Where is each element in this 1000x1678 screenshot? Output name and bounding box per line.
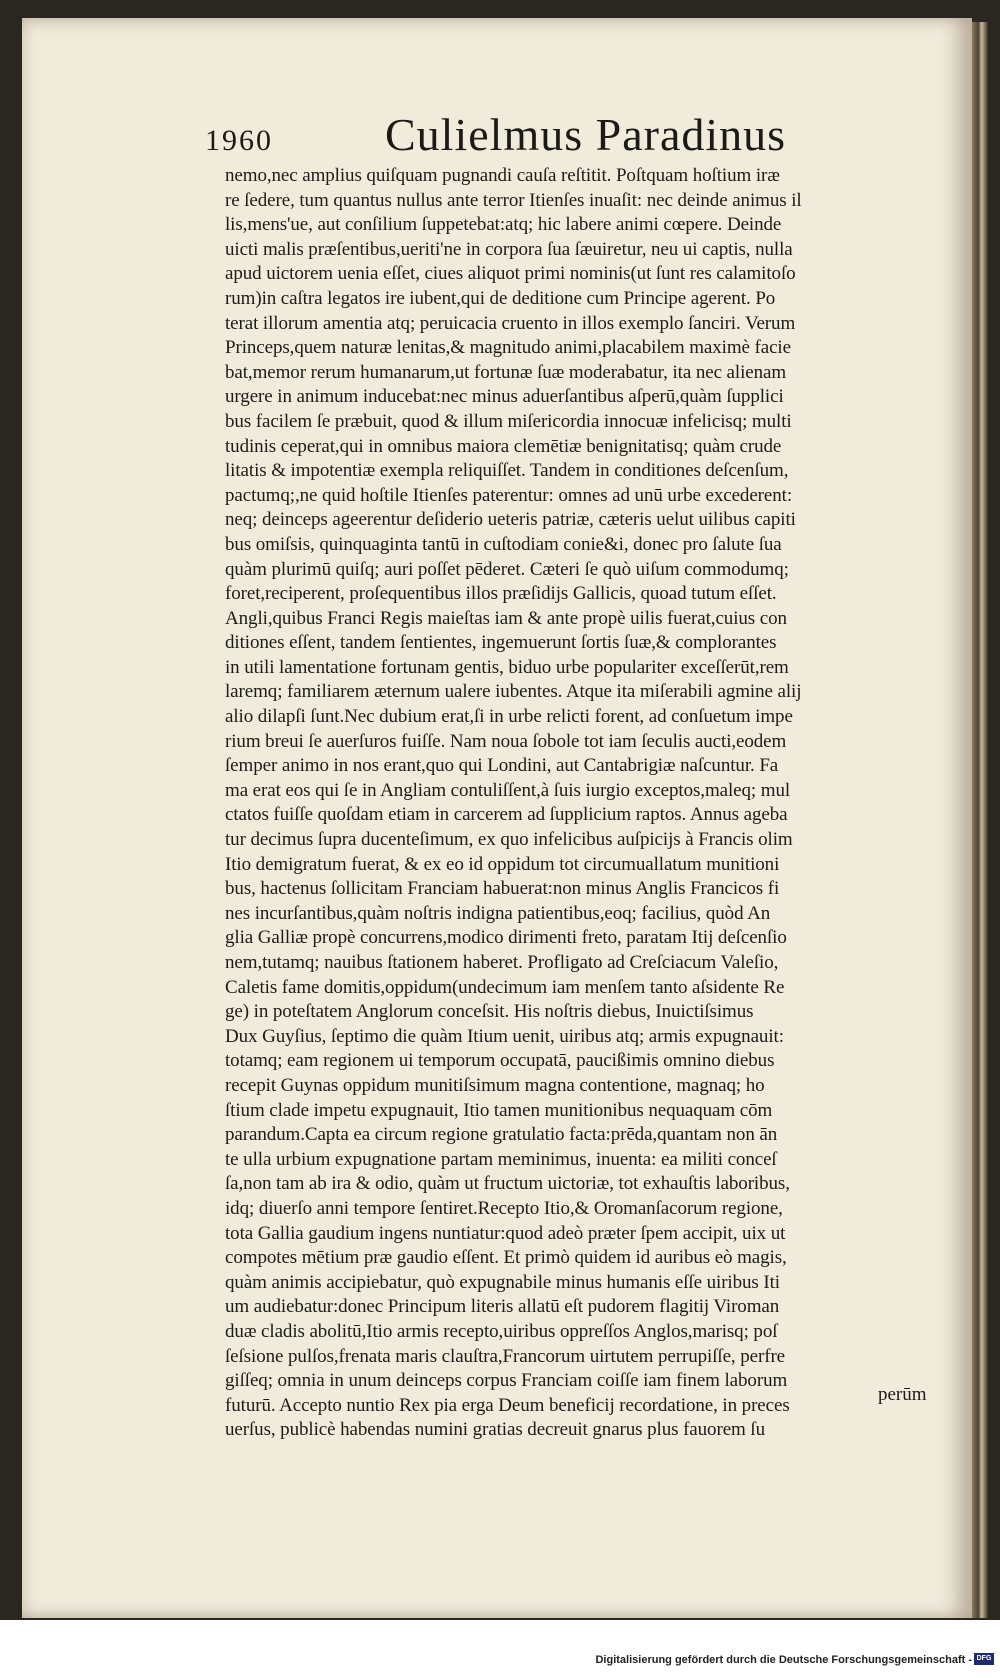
text-line: Princeps,quem naturæ lenitas,& magnitudo animi,placabilem maximè facie xyxy=(225,337,791,359)
text-line: ſa,non tam ab ira & odio, quàm ut fructum uictoriæ, tot exhauſtis laboribus, xyxy=(225,1173,790,1195)
body-text xyxy=(225,164,970,1443)
text-line: laremq; familiarem æternum ualere iubentes. Atque ita miſerabili agmine alij xyxy=(225,681,802,703)
text-line: alio dilapſi ſunt.Nec dubium erat,ſi in urbe relicti forent, ad conſuetum impe xyxy=(225,706,793,728)
footer-band xyxy=(0,1620,1000,1678)
text-line: Angli,quibus Franci Regis maieſtas iam & ante propè uilis fuerat,cuius con xyxy=(225,607,787,629)
text-line: neq; deinceps ageerentur deſiderio ueteris patriæ, cæteris uelut uilibus capiti xyxy=(225,509,796,531)
text-line: terat illorum amentia atq; peruicacia cruento in illos exemplo ſanciri. Verum xyxy=(225,312,796,334)
text-line: nes incurſantibus,quàm noſtris indigna patientibus,eoq; facilius, quòd An xyxy=(225,902,771,924)
text-line: parandum.Capta ea circum regione gratulatio facta:prēda,quantam non ān xyxy=(225,1124,778,1146)
text-line: bus omiſsis, quinquaginta tantū in cuſtodiam conie&i, donec pro ſalute ſua xyxy=(225,533,782,555)
text-line: recepit Guynas oppidum munitiſsimum magna contentione, magnaq; ho xyxy=(225,1074,765,1096)
text-line: rium breui ſe auerſuros fuiſſe. Nam noua ſobole tot iam ſeculis aucti,eodem xyxy=(225,730,787,752)
running-title: Culielmus Paradinus xyxy=(385,109,787,160)
text-line: Itio demigratum fuerat, & ex eo id oppidum tot circumuallatum munitioni xyxy=(225,853,780,875)
text-line: tudinis ceperat,qui in omnibus maiora clemētiæ benignitatisq; quàm crude xyxy=(225,435,782,457)
catchword: perūm xyxy=(878,1384,927,1405)
text-line: foret,reciperent, proſequentibus illos præſidijs Gallicis, quoad tutum eſſet. xyxy=(225,583,777,605)
text-line: ma erat eos qui ſe in Angliam contuliſſent,à ſuis iurgio exceptos,maleq; mul xyxy=(225,779,791,801)
text-line: ditiones eſſent, tandem ſentientes, ingemuerunt ſortis ſuæ,& complorantes xyxy=(225,632,777,654)
text-line: pactumq;,ne quid hoſtile Itienſes paterentur: omnes ad unū urbe excederent: xyxy=(225,484,792,506)
text-line: uerſus, publicè habendas numini gratias decreuit gnarus plus fauorem ſu xyxy=(225,1419,765,1441)
text-line: idq; diuerſo anni tempore ſentiret.Recepto Itio,& Oromanſacorum regione, xyxy=(225,1197,783,1219)
text-line: Dux Guyſius, ſeptimo die quàm Itium uenit, uiribus atq; armis expugnauit: xyxy=(225,1025,784,1047)
text-line: in utili lamentatione fortunam gentis, biduo urbe populariter exceſſerūt,rem xyxy=(225,656,789,678)
page-number: 1960 xyxy=(205,124,273,157)
page-fore-edge xyxy=(972,22,988,1618)
text-line: re ſedere, tum quantus nullus ante terror Itienſes inuaſit: nec deinde animus il xyxy=(225,189,802,211)
text-line: litatis & impotentiæ exempla reliquiſſet. Tandem in conditiones deſcenſum, xyxy=(225,460,789,482)
text-line: tur decimus ſupra ducenteſimum, ex quo infelicibus auſpicijs à Francis olim xyxy=(225,829,793,851)
text-line: quàm plurimū quiſq; auri poſſet pēderet. Cæteri ſe quò uiſum commodumq; xyxy=(225,558,789,580)
text-line: quàm animis accipiebatur, quò expugnabile minus humanis eſſe uiribus Iti xyxy=(225,1271,780,1293)
text-line: glia Galliæ propè concurrens,modico dirimenti freto, paratam Itij deſcenſio xyxy=(225,927,787,949)
funding-note: Digitalisierung gefördert durch die Deutsche Forschungsgemeinschaft - xyxy=(595,1654,972,1666)
text-line: bus facilem ſe præbuit, quod & illum miſericordia innocuæ infelicisq; multi xyxy=(225,410,792,432)
text-line: nem,tutamq; nauibus ſtationem haberet. Profligato ad Creſciacum Valeſio, xyxy=(225,952,779,973)
text-line: compotes mētium præ gaudio eſſent. Et primò quidem id auribus eò magis, xyxy=(225,1247,787,1269)
text-line: um audiebatur:donec Principum literis allatū eſt pudorem flagitij Viroman xyxy=(225,1296,780,1318)
text-line: urgere in animum inducebat:nec minus aduerſantibus aſperū,quàm ſupplici xyxy=(225,386,784,408)
text-line: rum)in caſtra legatos ire iubent,qui de deditione cum Principe agerent. Po xyxy=(225,287,776,309)
text-line: futurū. Accepto nuntio Rex pia erga Deum beneficij recordatione, in preces xyxy=(225,1394,790,1416)
text-line: bus, hactenus ſollicitam Franciam habuerat:non minus Anglis Francicos fi xyxy=(225,878,780,900)
dfg-logo: DFG xyxy=(974,1653,994,1665)
text-line: tota Gallia gaudium ingens nuntiatur:quod adeò præter ſpem accipit, uix ut xyxy=(225,1222,786,1244)
text-line: ſeſsione pulſos,frenata maris clauſtra,Francorum uirtutem perrupiſſe, perfre xyxy=(225,1345,786,1367)
text-line: totamq; eam regionem ui temporum occupatā, paucißimis omnino diebus xyxy=(225,1050,775,1072)
text-line: lis,mens'ue, aut conſilium ſuppetebat:atq; hic labere animi cœpere. Deinde xyxy=(225,214,782,236)
text-line: te ulla urbium expugnatione partam meminimus, inuenta: ea militi conceſ xyxy=(225,1148,777,1170)
text-line: duæ cladis abolitū,Itio armis recepto,uiribus oppreſſos Anglos,marisq; poſ xyxy=(225,1320,778,1342)
text-line: uicti malis præſentibus,ueriti'ne in corpora ſua ſæuiretur, neu ui captis, nulla xyxy=(225,238,793,260)
text-line: Caletis fame domitis,oppidum(undecimum iam menſem tanto aſsidente Re xyxy=(225,976,785,998)
text-line: apud uictorem uenia eſſet, ciues aliquot primi nominis(ut ſunt res calamitoſo xyxy=(225,263,796,285)
text-line: bat,memor rerum humanarum,ut fortunæ ſuæ moderabatur, ita nec alienam xyxy=(225,361,787,383)
text-line: giſſeq; omnia in unum deinceps corpus Franciam coiſſe iam finem laborum xyxy=(225,1370,788,1392)
text-line: ſemper animo in nos erant,quo qui Londini, aut Cantabrigiæ naſcuntur. Fa xyxy=(225,755,779,777)
text-line: ge) in poteſtatem Anglorum conceſsit. His noſtris diebus, Inuictiſsimus xyxy=(225,1001,754,1023)
text-line: ctatos fuiſſe quoſdam etiam in carcerem ad ſupplicium raptos. Annus ageba xyxy=(225,804,788,826)
page-header xyxy=(205,108,965,168)
text-line: nemo,nec amplius quiſquam pugnandi cauſa reſtitit. Poſtquam hoſtium iræ xyxy=(225,165,780,186)
text-line: ſtium clade impetu expugnauit, Itio tamen munitionibus nequaquam cōm xyxy=(225,1099,773,1121)
